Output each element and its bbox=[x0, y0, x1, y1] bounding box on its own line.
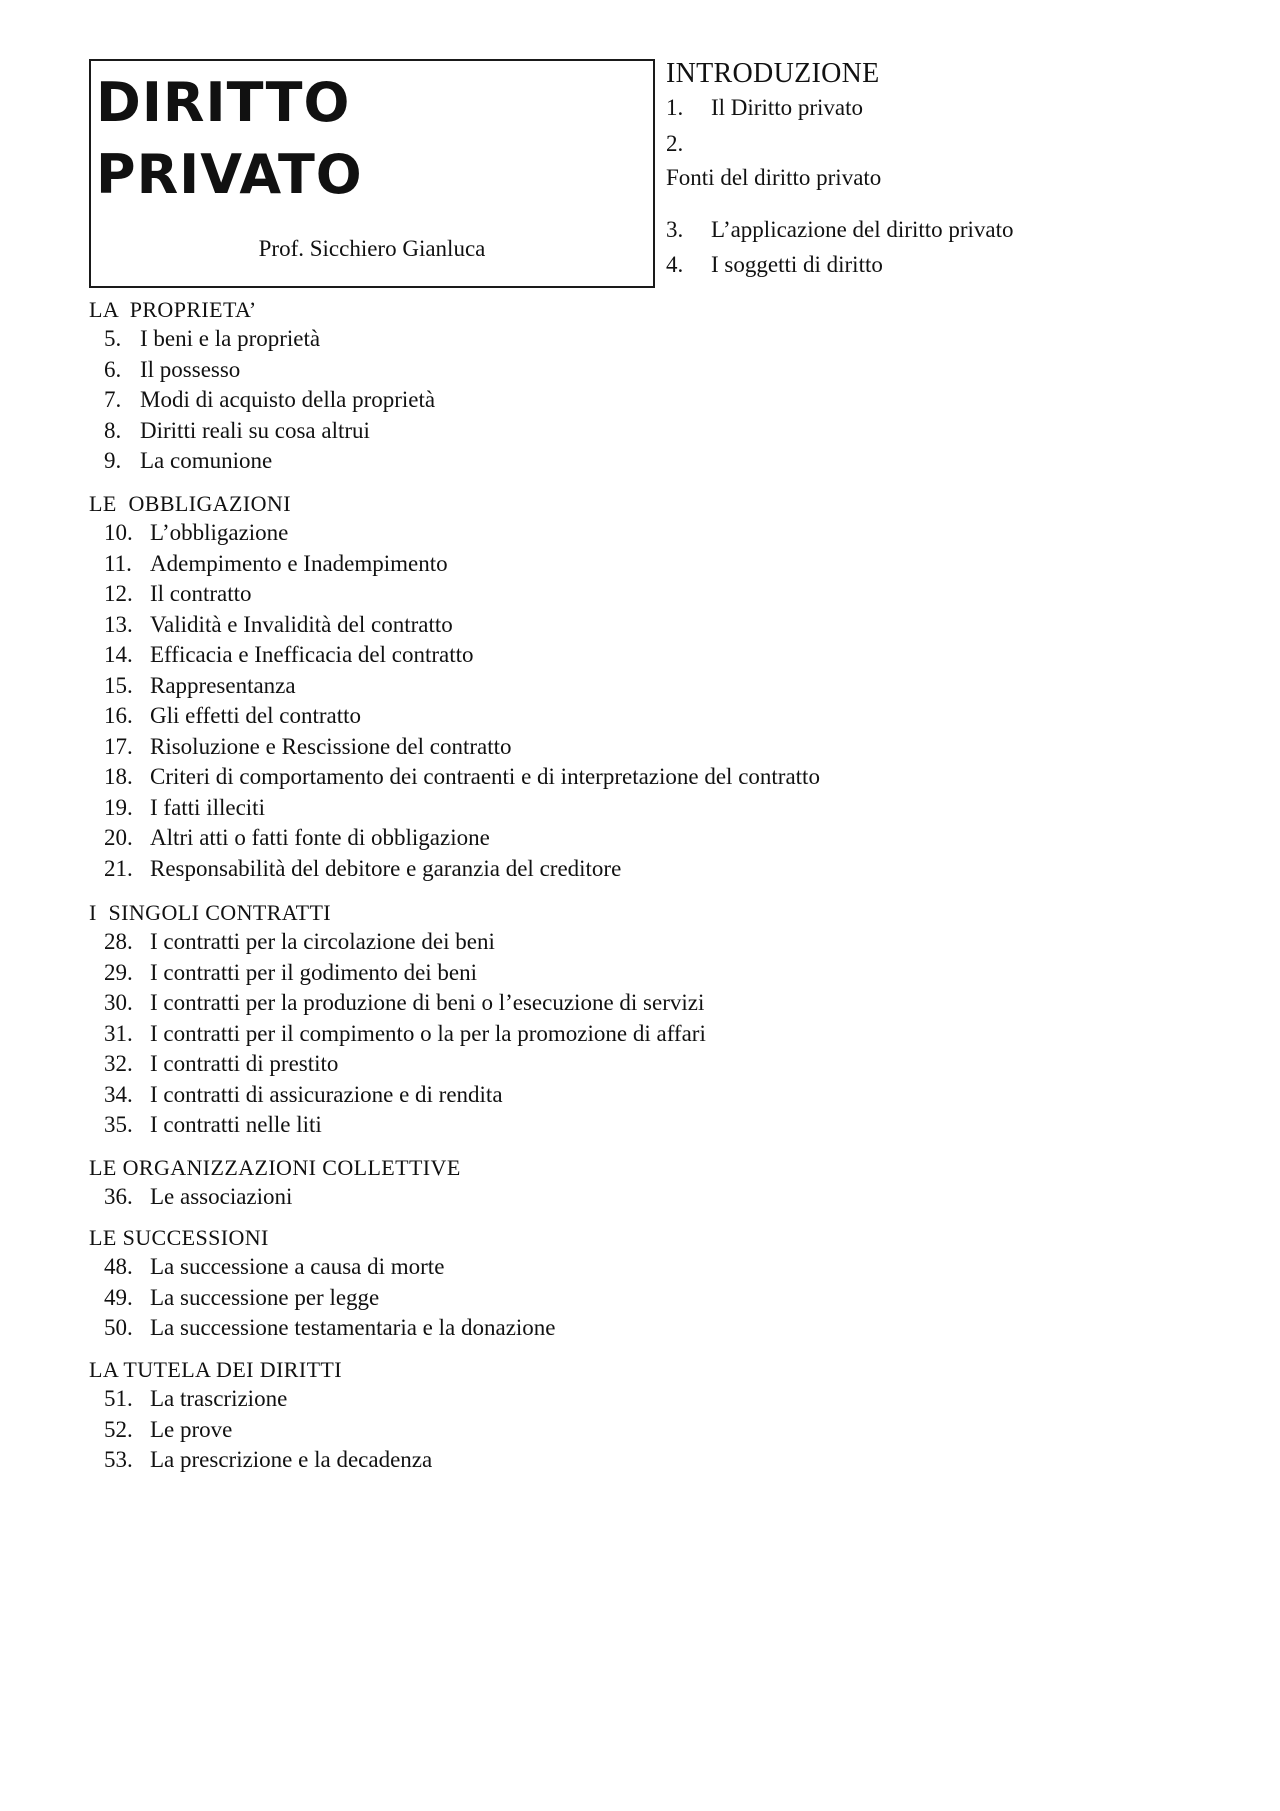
section-organizzazioni bbox=[89, 1154, 1209, 1213]
item-label: La prescrizione e la decadenza bbox=[150, 1447, 433, 1472]
list-item bbox=[89, 1019, 1209, 1050]
item-number: 51. bbox=[104, 1386, 133, 1411]
list-item bbox=[89, 854, 1209, 885]
section-successioni bbox=[89, 1224, 1209, 1344]
list-item bbox=[89, 823, 1209, 854]
item-label: I contratti di prestito bbox=[150, 1051, 339, 1076]
section-heading: I SINGOLI CONTRATTI bbox=[89, 900, 332, 925]
item-label: I contratti per la produzione di beni o l’esecuzione di servizi bbox=[150, 990, 705, 1015]
item-number: 53. bbox=[104, 1447, 133, 1472]
list-item bbox=[89, 549, 1209, 580]
intro-item-number: 3. bbox=[666, 217, 684, 242]
section-heading: LE ORGANIZZAZIONI COLLETTIVE bbox=[89, 1155, 461, 1180]
item-label: Validità e Invalidità del contratto bbox=[150, 611, 453, 637]
section-tutela-diritti bbox=[89, 1356, 1209, 1476]
item-label: I contratti per la circolazione dei beni bbox=[150, 929, 495, 954]
item-number: 14. bbox=[104, 642, 133, 667]
title-line-1: DIRITTO bbox=[96, 71, 351, 134]
list-item bbox=[89, 1049, 1209, 1080]
item-number: 12. bbox=[104, 581, 133, 606]
section-singoli-contratti bbox=[89, 899, 1209, 1141]
item-number: 6. bbox=[104, 356, 122, 382]
item-label: La successione testamentaria e la donazione bbox=[150, 1315, 556, 1340]
item-label: Le associazioni bbox=[150, 1184, 293, 1209]
item-number: 20. bbox=[104, 825, 133, 850]
list-item bbox=[89, 610, 1209, 641]
item-label: Altri atti o fatti fonte di obbligazione bbox=[150, 825, 490, 850]
item-number: 17. bbox=[104, 733, 133, 759]
item-number: 15. bbox=[104, 672, 133, 698]
item-number: 16. bbox=[104, 703, 133, 728]
list-item bbox=[89, 518, 1209, 549]
item-number: 32. bbox=[104, 1051, 133, 1076]
item-label: I contratti di assicurazione e di rendita bbox=[150, 1081, 503, 1107]
list-item bbox=[89, 671, 1209, 702]
section-heading: LA TUTELA DEI DIRITTI bbox=[89, 1357, 342, 1382]
item-label: Gli effetti del contratto bbox=[150, 703, 361, 728]
list-item bbox=[89, 579, 1209, 610]
item-number: 29. bbox=[104, 959, 133, 985]
item-label: I contratti nelle liti bbox=[150, 1112, 322, 1137]
list-item bbox=[89, 988, 1209, 1019]
list-item bbox=[89, 701, 1209, 732]
item-label: Modi di acquisto della proprietà bbox=[140, 387, 436, 412]
list-item bbox=[89, 1313, 1209, 1344]
item-number: 9. bbox=[104, 448, 122, 473]
section-list bbox=[89, 1252, 1209, 1344]
list-item bbox=[89, 1080, 1209, 1111]
list-item bbox=[89, 1415, 1209, 1446]
item-number: 34. bbox=[104, 1081, 133, 1107]
intro-item bbox=[666, 216, 1014, 244]
item-number: 18. bbox=[104, 764, 133, 789]
section-heading: LE SUCCESSIONI bbox=[89, 1225, 269, 1250]
list-item bbox=[89, 732, 1209, 763]
item-label: I contratti per il godimento dei beni bbox=[150, 959, 478, 985]
section-proprieta bbox=[89, 296, 1209, 477]
item-label: Il contratto bbox=[150, 581, 252, 606]
section-list bbox=[89, 1182, 1209, 1213]
intro-item-number: 1. bbox=[666, 95, 684, 120]
item-label: Adempimento e Inadempimento bbox=[150, 550, 448, 576]
intro-item bbox=[666, 251, 883, 279]
item-number: 52. bbox=[104, 1416, 133, 1442]
intro-item-number: 4. bbox=[666, 252, 684, 277]
intro-item-number: 2. bbox=[666, 131, 684, 156]
item-label: Il possesso bbox=[140, 356, 241, 382]
item-label: Diritti reali su cosa altrui bbox=[140, 417, 370, 443]
item-label: La trascrizione bbox=[150, 1386, 288, 1411]
item-label: Le prove bbox=[150, 1416, 233, 1442]
intro-item-label: Il Diritto privato bbox=[711, 95, 864, 120]
intro-heading: INTRODUZIONE bbox=[666, 58, 880, 89]
document-title bbox=[96, 67, 363, 211]
item-number: 31. bbox=[104, 1020, 133, 1046]
section-heading: LE OBBLIGAZIONI bbox=[89, 491, 291, 516]
item-label: I fatti illeciti bbox=[150, 794, 265, 820]
list-item bbox=[89, 958, 1209, 989]
intro-item bbox=[666, 94, 863, 122]
list-item bbox=[89, 1283, 1209, 1314]
list-item bbox=[89, 1252, 1209, 1283]
list-item bbox=[89, 324, 1209, 355]
item-number: 8. bbox=[104, 417, 122, 443]
intro-item bbox=[666, 130, 711, 158]
list-item bbox=[89, 1445, 1209, 1476]
item-label: Risoluzione e Rescissione del contratto bbox=[150, 733, 512, 759]
item-number: 5. bbox=[104, 326, 122, 351]
title-line-2: PRIVATO bbox=[96, 143, 363, 206]
professor-name: Prof. Sicchiero Gianluca bbox=[258, 236, 486, 261]
list-item bbox=[89, 927, 1209, 958]
item-number: 30. bbox=[104, 990, 133, 1015]
section-heading: LA PROPRIETA’ bbox=[89, 297, 257, 322]
section-obbligazioni bbox=[89, 490, 1209, 884]
item-number: 11. bbox=[104, 550, 132, 576]
list-item bbox=[89, 640, 1209, 671]
title-box bbox=[89, 59, 655, 288]
section-list bbox=[89, 324, 1209, 477]
list-item bbox=[89, 355, 1209, 386]
item-number: 10. bbox=[104, 520, 133, 545]
list-item bbox=[89, 416, 1209, 447]
intro-section bbox=[666, 56, 1226, 277]
item-number: 28. bbox=[104, 929, 133, 954]
intro-item-label: Fonti del diritto privato bbox=[666, 165, 882, 190]
item-label: I beni e la proprietà bbox=[140, 326, 321, 351]
item-label: L’obbligazione bbox=[150, 520, 289, 545]
section-list bbox=[89, 927, 1209, 1141]
item-label: La successione per legge bbox=[150, 1284, 380, 1310]
item-label: Responsabilità del debitore e garanzia del creditore bbox=[150, 855, 622, 881]
section-list bbox=[89, 1384, 1209, 1476]
list-item bbox=[89, 1384, 1209, 1415]
list-item bbox=[89, 1182, 1209, 1213]
item-number: 36. bbox=[104, 1184, 133, 1209]
list-item bbox=[89, 1110, 1209, 1141]
item-number: 48. bbox=[104, 1254, 133, 1279]
item-label: Criteri di comportamento dei contraenti e di interpretazione del contratto bbox=[150, 764, 820, 789]
intro-item-label: L’applicazione del diritto privato bbox=[711, 217, 1014, 242]
list-item bbox=[89, 446, 1209, 477]
item-number: 13. bbox=[104, 611, 133, 637]
item-number: 7. bbox=[104, 387, 122, 412]
item-label: Rappresentanza bbox=[150, 672, 296, 698]
list-item bbox=[89, 793, 1209, 824]
section-list bbox=[89, 518, 1209, 884]
item-number: 35. bbox=[104, 1112, 133, 1137]
intro-item bbox=[666, 164, 881, 192]
item-number: 50. bbox=[104, 1315, 133, 1340]
list-item bbox=[89, 762, 1209, 793]
intro-item-label: I soggetti di diritto bbox=[711, 252, 883, 277]
item-number: 49. bbox=[104, 1284, 133, 1310]
item-label: I contratti per il compimento o la per la promozione di affari bbox=[150, 1020, 706, 1046]
item-number: 21. bbox=[104, 855, 133, 881]
item-label: Efficacia e Inefficacia del contratto bbox=[150, 642, 474, 667]
item-label: La successione a causa di morte bbox=[150, 1254, 445, 1279]
item-label: La comunione bbox=[140, 448, 273, 473]
item-number: 19. bbox=[104, 794, 133, 820]
list-item bbox=[89, 385, 1209, 416]
